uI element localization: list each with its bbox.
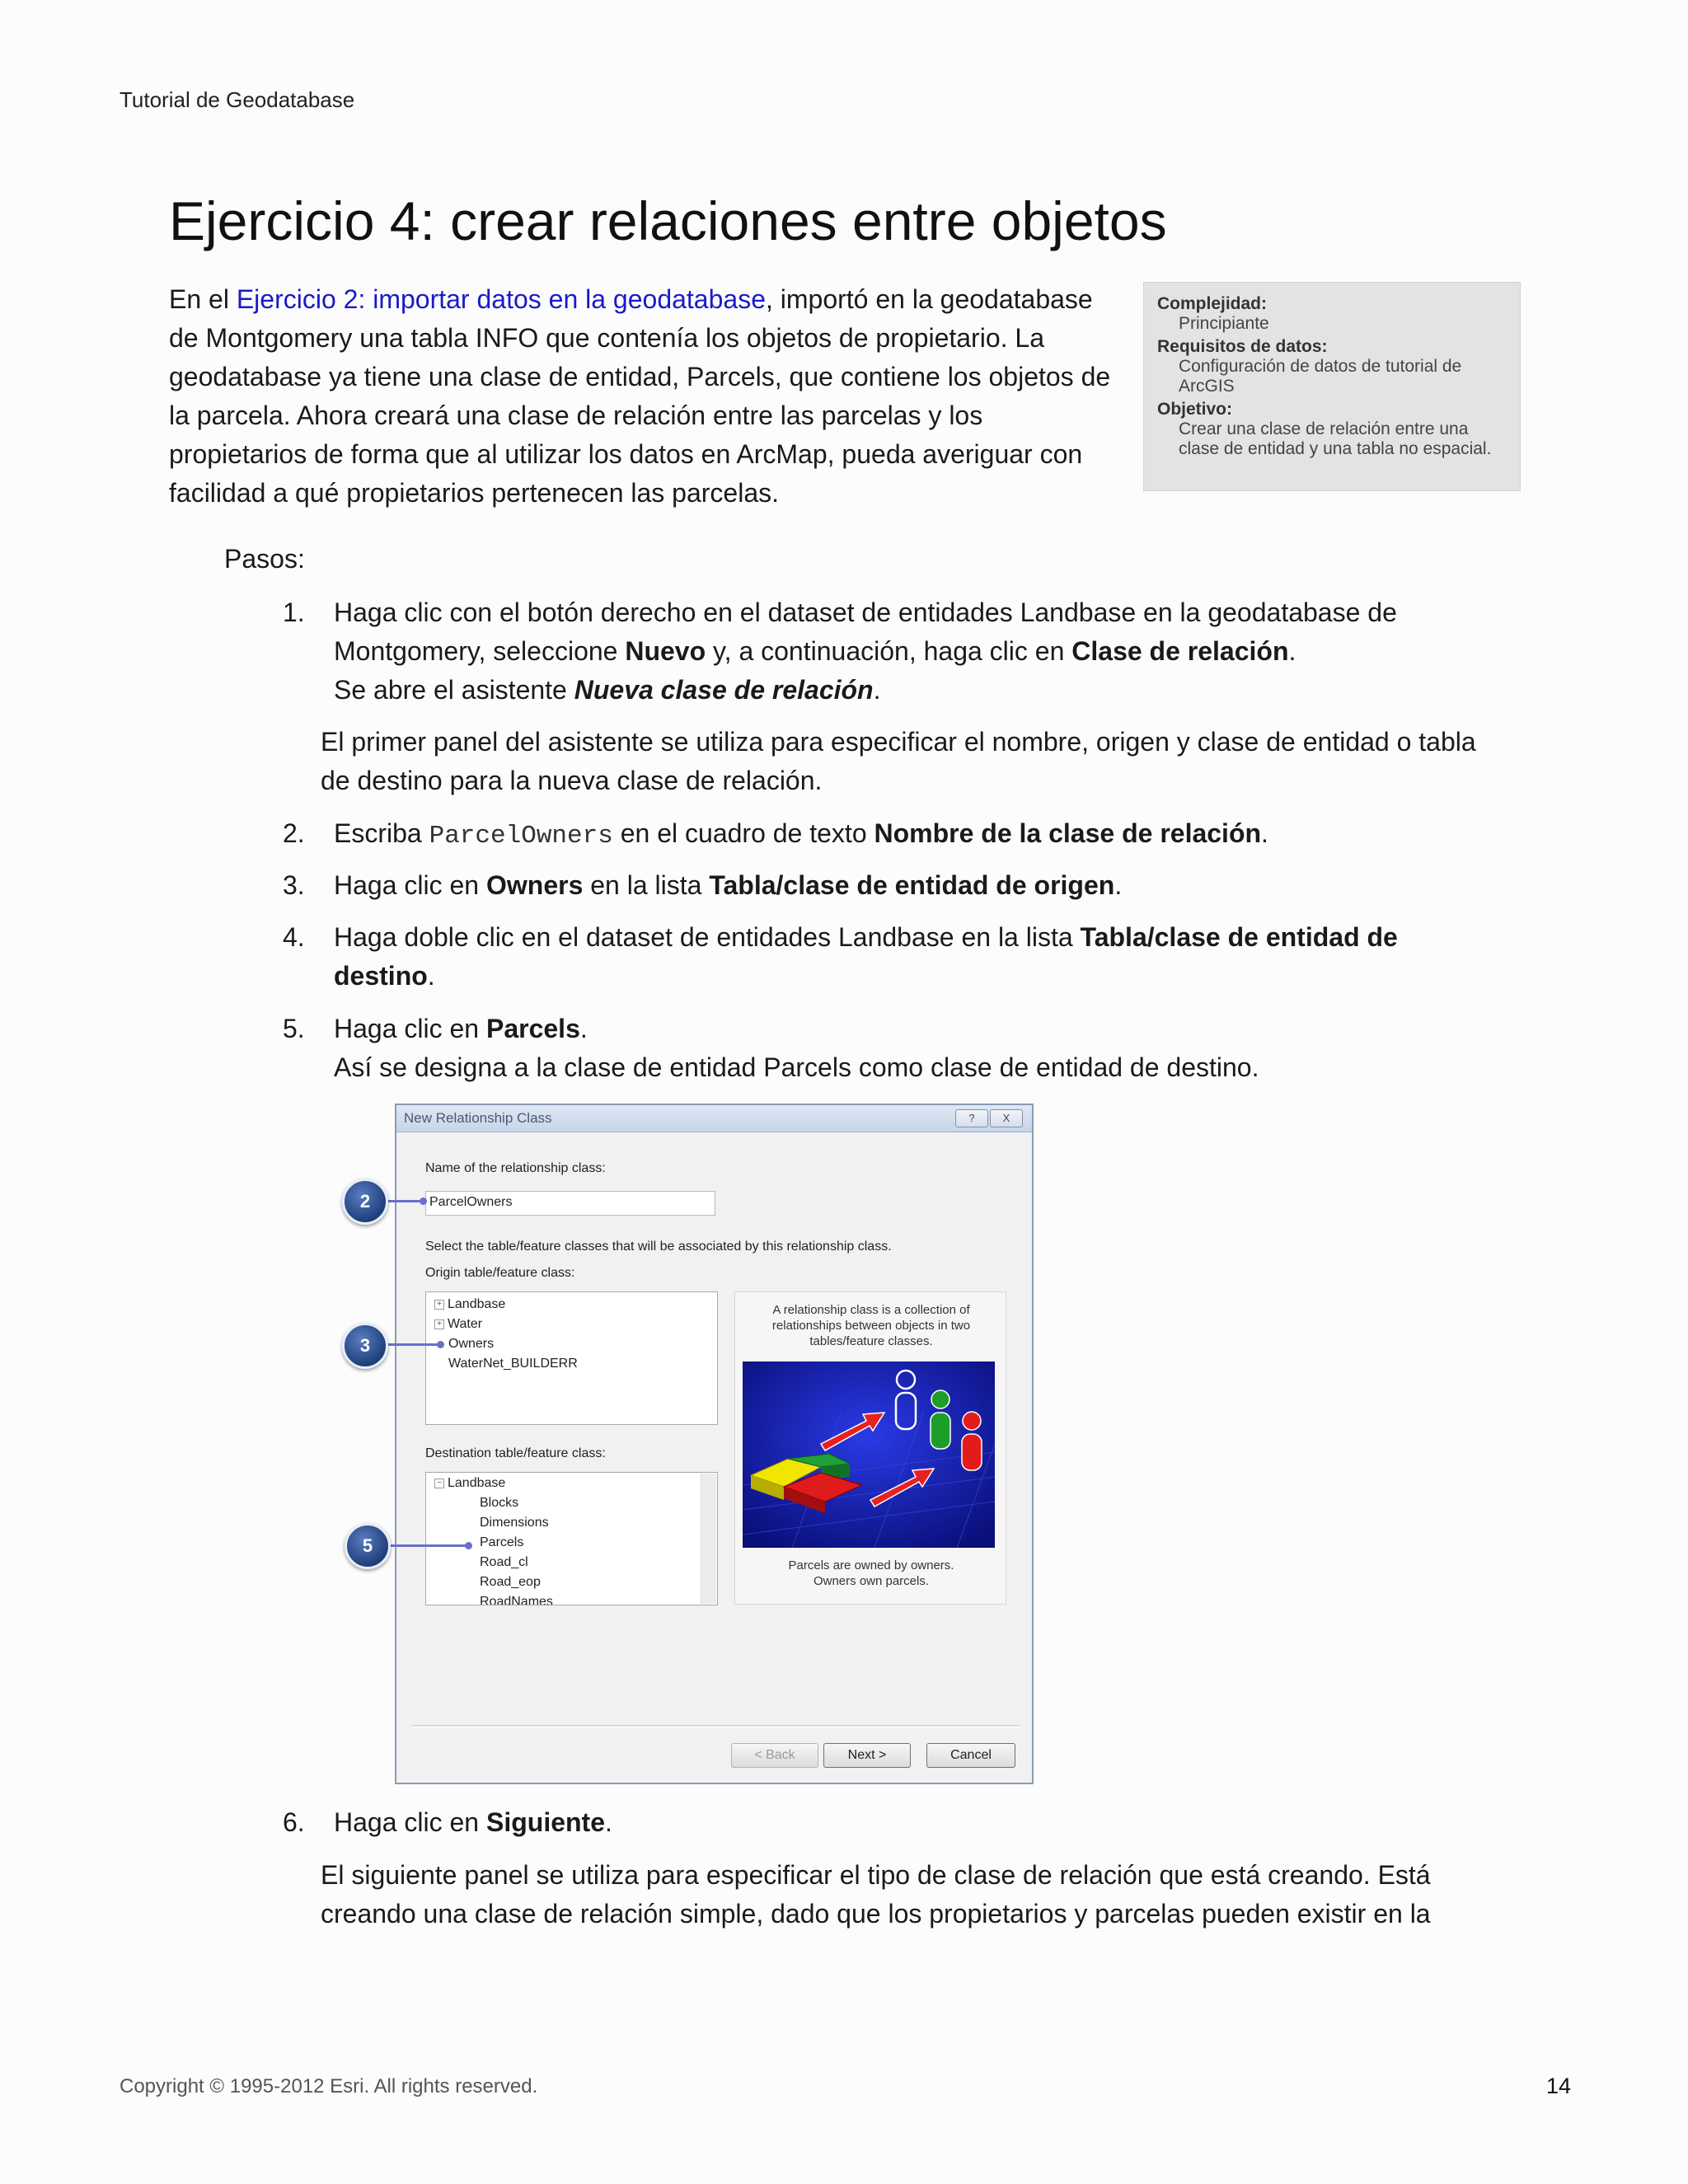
dialog-separator — [411, 1725, 1020, 1728]
tree-item[interactable] — [434, 1476, 505, 1491]
tree-item[interactable] — [434, 1317, 482, 1332]
callout-5-leader — [387, 1544, 470, 1547]
destination-list-ref: Tabla/clase de entidad de destino — [334, 922, 1398, 991]
tree-item-label: Road_cl — [480, 1555, 528, 1569]
dialog-title: New Relationship Class — [404, 1110, 552, 1126]
relationship-name-input[interactable]: ParcelOwners — [425, 1191, 715, 1216]
expand-icon[interactable]: + — [434, 1300, 444, 1310]
step-text — [334, 1010, 1479, 1087]
step-text — [334, 918, 1479, 996]
callout-3: 3 — [342, 1323, 388, 1369]
complexity-value: Principiante — [1179, 314, 1269, 333]
step-text-part: . — [1288, 636, 1296, 666]
origin-list[interactable] — [425, 1291, 718, 1425]
callout-5: 5 — [345, 1523, 391, 1569]
exercise-info-box — [1143, 282, 1521, 491]
step-number: 4. — [283, 922, 305, 952]
origin-label: Origin table/feature class: — [425, 1266, 575, 1280]
step-number: 3. — [283, 870, 305, 900]
tree-item-parcels[interactable] — [480, 1535, 523, 1550]
tree-item-owners[interactable] — [448, 1337, 494, 1352]
scrollbar[interactable] — [701, 1474, 716, 1604]
step-text-part: . — [605, 1807, 612, 1837]
callout-5-dot — [465, 1542, 472, 1549]
step-text-part: Haga clic en — [334, 870, 486, 900]
step-text-part: . — [579, 1014, 588, 1043]
copyright: Copyright © 1995-2012 Esri. All rights reserved. — [120, 2075, 538, 2097]
field-name-label: Nombre de la clase de relación — [874, 818, 1262, 848]
tree-item[interactable] — [480, 1555, 528, 1570]
step-text-part: Así se designa a la clase de entidad Parcels como clase de entidad de destino. — [334, 1052, 1259, 1082]
callout-2: 2 — [342, 1179, 388, 1225]
preview-panel — [734, 1291, 1006, 1605]
relationship-illustration — [743, 1361, 995, 1548]
tree-item[interactable] — [434, 1297, 505, 1312]
intro-paragraph — [169, 280, 1117, 513]
name-label: Name of the relationship class: — [425, 1161, 606, 1175]
wizard-name: Nueva clase de relación — [574, 675, 874, 705]
siguiente-ref: Siguiente — [485, 1807, 605, 1837]
step-number: 5. — [283, 1014, 305, 1043]
step-text-part: en el cuadro de texto — [612, 818, 874, 848]
help-button[interactable]: ? — [955, 1109, 988, 1127]
page-number: 14 — [1546, 2074, 1572, 2098]
owners-ref: Owners — [485, 870, 584, 900]
step-text-part: Haga clic con el botón derecho en el dataset de entidades Landbase en la geodatabase de Montgomery, seleccione — [334, 598, 1397, 666]
tree-item[interactable] — [480, 1516, 549, 1530]
dialog-titlebar — [396, 1105, 1032, 1132]
expand-icon[interactable]: + — [434, 1319, 444, 1329]
complexity-label: Complejidad: — [1157, 294, 1268, 313]
step-text-part: . — [873, 675, 881, 705]
preview-caption: Parcels are owned by owners. Owners own parcels. — [788, 1558, 954, 1588]
step-1-note: El primer panel del asistente se utiliza para especificar el nombre, origen y clase de entidad o tabla de destino para la nueva clase de relación. — [321, 727, 1476, 795]
data-requirements-value: Configuración de datos de tutorial de ArcGIS — [1179, 357, 1462, 396]
tree-item[interactable] — [480, 1575, 541, 1590]
callout-3-leader — [383, 1343, 441, 1346]
destination-label: Destination table/feature class: — [425, 1446, 606, 1460]
step-text-part: y, a continuación, haga clic en — [706, 636, 1072, 666]
tree-item-label: Dimensions — [480, 1516, 549, 1530]
code-parcelowners: ParcelOwners — [429, 822, 613, 851]
steps-heading: Pasos: — [224, 544, 305, 574]
tree-item-label: RoadNames — [480, 1595, 553, 1605]
new-relationship-class-dialog — [395, 1104, 1034, 1784]
next-button[interactable]: Next > — [823, 1743, 911, 1768]
callout-2-leader — [383, 1200, 424, 1202]
tree-item-label: Landbase — [448, 1297, 506, 1311]
goal-value: Crear una clase de relación entre una clase de entidad y una tabla no espacial. — [1179, 419, 1492, 458]
preview-description: A relationship class is a collection of relationships between objects in two tables/feature classes. — [771, 1303, 971, 1348]
tree-item[interactable] — [480, 1496, 518, 1511]
step-text — [334, 1803, 1479, 1842]
destination-list[interactable] — [425, 1472, 718, 1605]
step-6-note: El siguiente panel se utiliza para especificar el tipo de clase de relación que está creando. Está creando una clase de relación simple, dado que los propietarios y parcelas pueden existir en la — [321, 1860, 1431, 1929]
step-text-part: Haga clic en — [334, 1807, 486, 1837]
step-text — [334, 593, 1479, 710]
data-requirements-label: Requisitos de datos: — [1157, 337, 1328, 356]
step-text-part: . — [1261, 818, 1268, 848]
step-number: 6. — [283, 1807, 305, 1837]
collapse-icon[interactable]: − — [434, 1479, 444, 1488]
tree-item[interactable] — [448, 1357, 578, 1371]
parcels-ref: Parcels — [485, 1014, 580, 1043]
step-number: 1. — [283, 598, 305, 627]
step-text-part: Escriba — [334, 818, 429, 848]
exercise-2-link[interactable]: Ejercicio 2: importar datos en la geodatabase — [236, 284, 766, 314]
step-text — [334, 814, 1479, 855]
step-text-part: Haga clic en — [334, 1014, 486, 1043]
step-text-part: en la lista — [583, 870, 710, 900]
step-text-part: Haga doble clic en el dataset de entidades Landbase en la lista — [334, 922, 1081, 952]
tree-item-label: Water — [448, 1317, 483, 1331]
page-title: Ejercicio 4: crear relaciones entre objetos — [169, 190, 1167, 251]
step-number: 2. — [283, 818, 305, 848]
step-text-part: Se abre el asistente — [334, 675, 574, 705]
callout-2-dot — [420, 1197, 427, 1205]
menu-clase-de-relacion: Clase de relación — [1071, 636, 1289, 666]
tree-item-label: Landbase — [448, 1476, 506, 1490]
cancel-button[interactable]: Cancel — [926, 1743, 1015, 1768]
menu-nuevo: Nuevo — [625, 636, 706, 666]
step-text-part: . — [1114, 870, 1123, 900]
tree-item-label: Road_eop — [480, 1575, 541, 1589]
intro-prefix: En el — [169, 284, 237, 314]
origin-list-ref: Tabla/clase de entidad de origen — [709, 870, 1115, 900]
intro-rest: , importó en la geodatabase de Montgomery una tabla INFO que contenía los objetos de propietario. La geodatabase ya tiene una clase de entidad, Parcels, que contiene los objetos de la parcela. Ahora creará una clase de relación entre las parcelas y los propietarios de forma que al utilizar los datos en ArcMap, pueda averiguar con facilidad a qué propietarios pertenecen las parcelas. — [169, 284, 1111, 508]
select-instruction: Select the table/feature classes that will be associated by this relationship class. — [425, 1240, 892, 1254]
goal-label: Objetivo: — [1157, 400, 1233, 419]
tree-item-label: WaterNet_BUILDERR — [448, 1357, 578, 1371]
step-text-part: . — [427, 961, 435, 991]
running-header: Tutorial de Geodatabase — [120, 87, 355, 112]
tree-item-label: Blocks — [480, 1496, 519, 1510]
tree-item[interactable] — [480, 1595, 553, 1605]
back-button[interactable]: < Back — [731, 1743, 818, 1768]
tree-item-label: Parcels — [480, 1535, 524, 1549]
close-button[interactable]: X — [990, 1109, 1023, 1127]
tree-item-label: Owners — [448, 1337, 495, 1351]
callout-3-dot — [437, 1341, 444, 1348]
step-text — [334, 866, 1479, 905]
